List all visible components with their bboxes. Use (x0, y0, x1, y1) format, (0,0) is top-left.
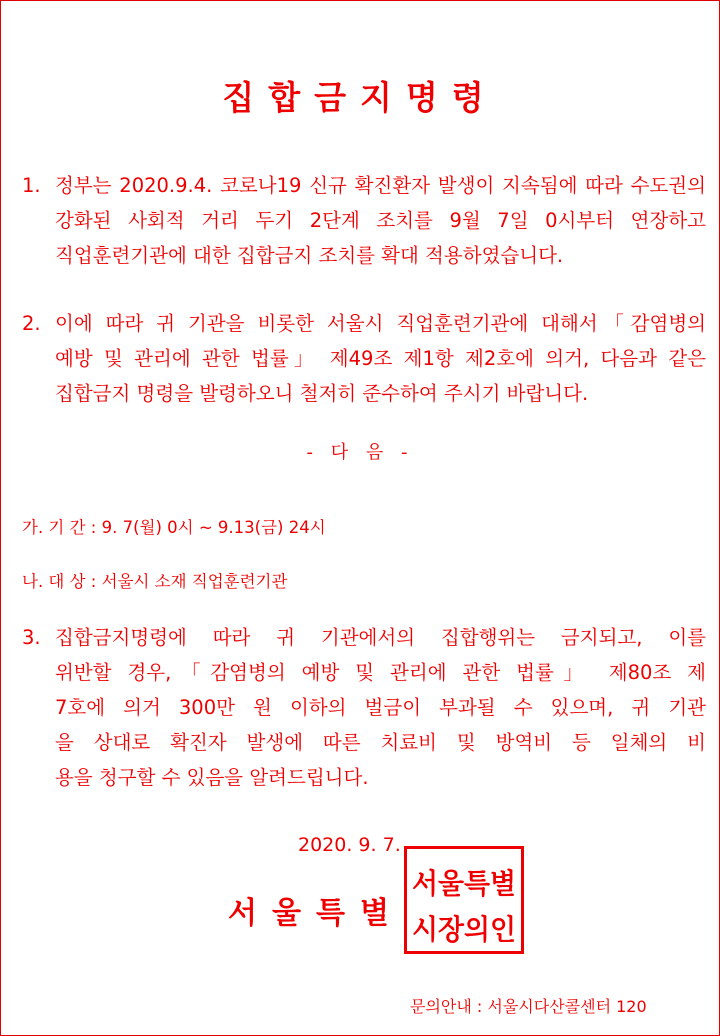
item-target: 나. 대 상 : 서울시 소재 직업훈련기관 (22, 572, 288, 591)
issuer-name: 서울특별 (228, 896, 404, 931)
document-title: 집합금지명령 (222, 78, 498, 117)
paragraph-1-number: 1. (22, 174, 41, 197)
paragraph-1 (22, 168, 712, 273)
official-seal-stamp (404, 846, 524, 954)
paragraph-2-number: 2. (22, 312, 41, 335)
paragraph-2-line-1: 2. 이에 따라 귀 기관을 비롯한 서울시 직업훈련기관에 대해서「감염병의 (22, 306, 712, 341)
issue-date: 2020. 9. 7. (298, 834, 401, 856)
paragraph-2-line-2: 예방 및 관리에 관한 법률」 제49조 제1항 제2호에 의거, 다음과 같은 (55, 347, 706, 370)
paragraph-3-line-4: 을 상대로 확진자 발생에 따른 치료비 및 방역비 등 일체의 비 (55, 731, 706, 754)
paragraph-3-line-5: 용을 청구할 수 있음을 알려드립니다. (55, 766, 369, 789)
paragraph-3-line-2: 위반할 경우,「감염병의 예방 및 관리에 관한 법률」 제80조 제 (55, 661, 706, 684)
item-period: 가. 기 간 : 9. 7(월) 0시 ~ 9.13(금) 24시 (22, 518, 326, 537)
seal-text-line-1: 서울특별 (412, 867, 516, 900)
paragraph-3-number: 3. (22, 626, 41, 649)
paragraph-3-line-3: 7호에 의거 300만 원 이하의 벌금이 부과될 수 있으며, 귀 기관 (55, 696, 706, 719)
paragraph-2 (22, 306, 712, 411)
contact-info: 문의안내 : 서울시다산콜센터 120 (410, 997, 647, 1016)
paragraph-1-line-2: 강화된 사회적 거리 두기 2단계 조치를 9월 7일 0시부터 연장하고 (55, 209, 706, 232)
seal-text-line-2: 시장의인 (412, 913, 516, 946)
paragraph-2-line-3: 집합금지 명령을 발령하오니 철저히 준수하여 주시기 바랍니다. (55, 382, 589, 405)
paragraph-3-line-1: 3. 집합금지명령에 따라 귀 기관에서의 집합행위는 금지되고, 이를 (22, 620, 712, 655)
paragraph-1-line-3: 직업훈련기관에 대한 집합금지 조치를 확대 적용하였습니다. (55, 244, 564, 267)
paragraph-1-line-1: 1. 정부는 2020.9.4. 코로나19 신규 확진환자 발생이 지속됨에 따라 수도권의 (22, 168, 712, 203)
paragraph-3 (22, 620, 712, 795)
following-marker: - 다 음 - (306, 442, 414, 463)
